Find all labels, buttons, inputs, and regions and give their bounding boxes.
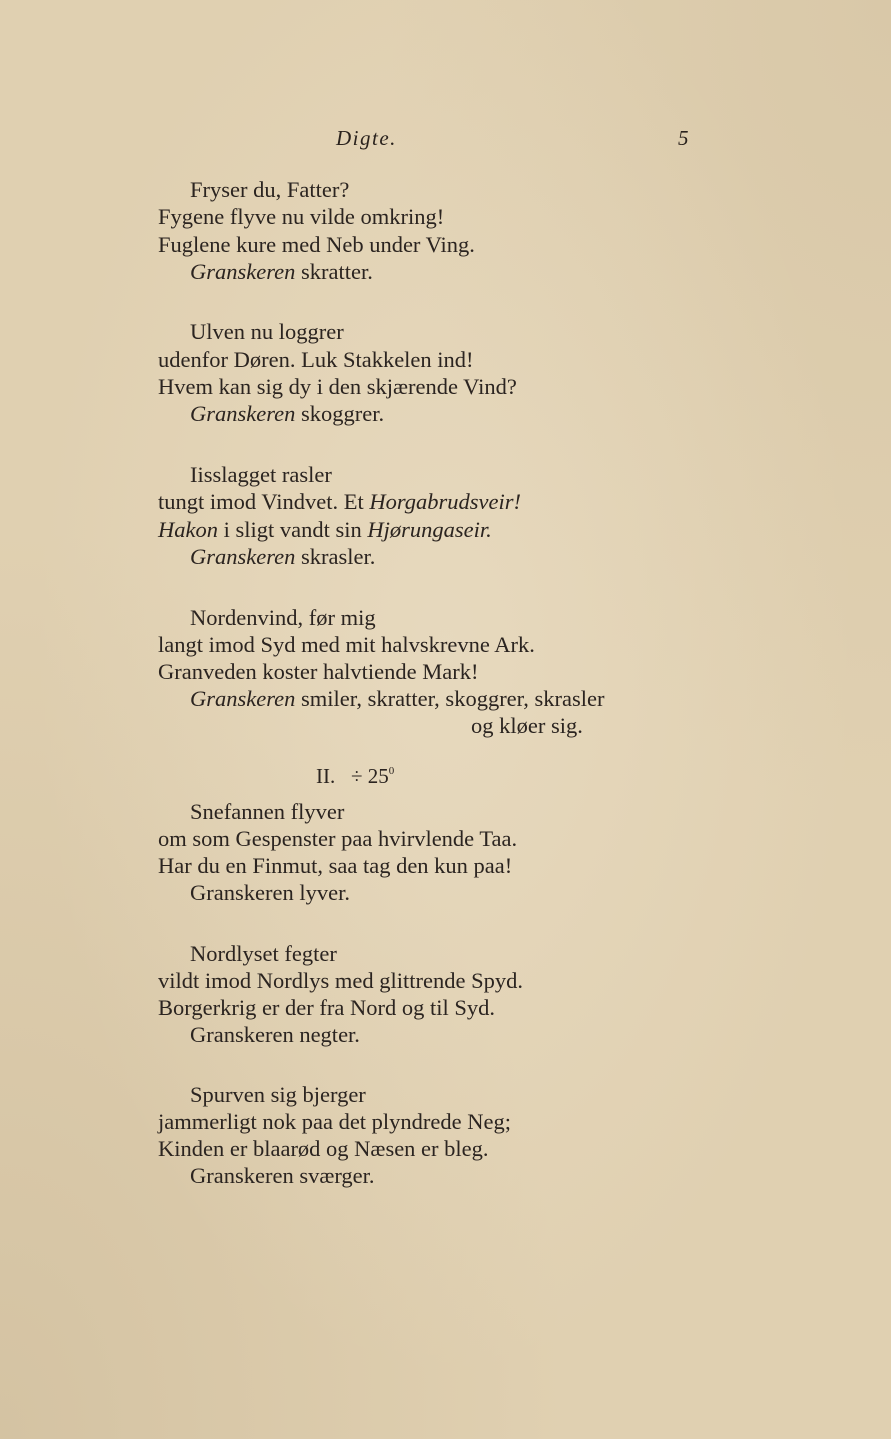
granskeren-italic: Granskeren [190, 686, 296, 711]
refrain-verb: skratter. [295, 259, 373, 284]
poem-line: Hvem kan sig dy i den skjærende Vind? [158, 374, 517, 399]
poem-line [158, 516, 492, 543]
poem-line: jammerligt nok paa det plyndrede Neg; [158, 1109, 512, 1134]
poem-line-continuation: og kløer sig. [471, 713, 583, 738]
poem-line: vildt imod Nordlys med glittrende Spyd. [158, 968, 523, 993]
refrain-verb: skoggrer. [295, 401, 385, 426]
poem-line: Fuglene kure med Neb under Ving. [158, 232, 475, 257]
granskeren-italic: Granskeren [190, 544, 296, 569]
granskeren-italic: Granskeren [190, 401, 296, 426]
section-heading [316, 764, 394, 789]
degree-sign: 0 [388, 765, 395, 777]
poem-line: Fryser du, Fatter? [190, 177, 350, 202]
line-text: tungt imod Vindvet. Et [158, 489, 370, 514]
poem-line: Snefannen flyver [190, 799, 345, 824]
refrain-verb: smiler, skratter, skoggrer, skrasler [295, 686, 605, 711]
minus-sign: ÷ [351, 764, 363, 788]
page-number: 5 [678, 126, 689, 150]
poem-refrain-line [190, 400, 384, 427]
poem-line: Iisslagget rasler [190, 462, 332, 487]
poem-line: Borgerkrig er der fra Nord og til Syd. [158, 995, 496, 1020]
poem-line: om som Gespenster paa hvirvlende Taa. [158, 826, 518, 851]
poem-line: Ulven nu loggrer [190, 319, 344, 344]
poem-line: Kinden er blaarød og Næsen er bleg. [158, 1136, 489, 1161]
poem-refrain-line: Granskeren lyver. [190, 880, 350, 905]
refrain-verb: skrasler. [295, 544, 376, 569]
italic-word: Hjørungaseir. [367, 517, 492, 542]
line-text: i sligt vandt sin [218, 517, 368, 542]
granskeren-italic: Granskeren [190, 259, 296, 284]
poem-refrain-line [190, 258, 373, 285]
running-head-title: Digte. [336, 126, 397, 150]
section-numeral: II. [316, 764, 336, 788]
poem-refrain-line: Granskeren sværger. [190, 1163, 375, 1188]
poem-line: Spurven sig bjerger [190, 1082, 366, 1107]
poem-refrain-line [190, 685, 605, 712]
poem-line [158, 488, 521, 515]
italic-word: Horgabrudsveir! [369, 489, 522, 514]
poem-line: Fygene flyve nu vilde omkring! [158, 204, 445, 229]
poem-line: Nordenvind, før mig [190, 605, 376, 630]
temperature-value: 25 [367, 764, 389, 788]
italic-word: Hakon [158, 517, 218, 542]
poem-line: Granveden koster halvtiende Mark! [158, 659, 479, 684]
poem-line: Nordlyset fegter [190, 941, 337, 966]
poem-line: langt imod Syd med mit halvskrevne Ark. [158, 632, 535, 657]
poem-refrain-line: Granskeren negter. [190, 1022, 360, 1047]
poem-line: Har du en Finmut, saa tag den kun paa! [158, 853, 513, 878]
poem-refrain-line [190, 543, 375, 570]
poem-line: udenfor Døren. Luk Stakkelen ind! [158, 347, 474, 372]
